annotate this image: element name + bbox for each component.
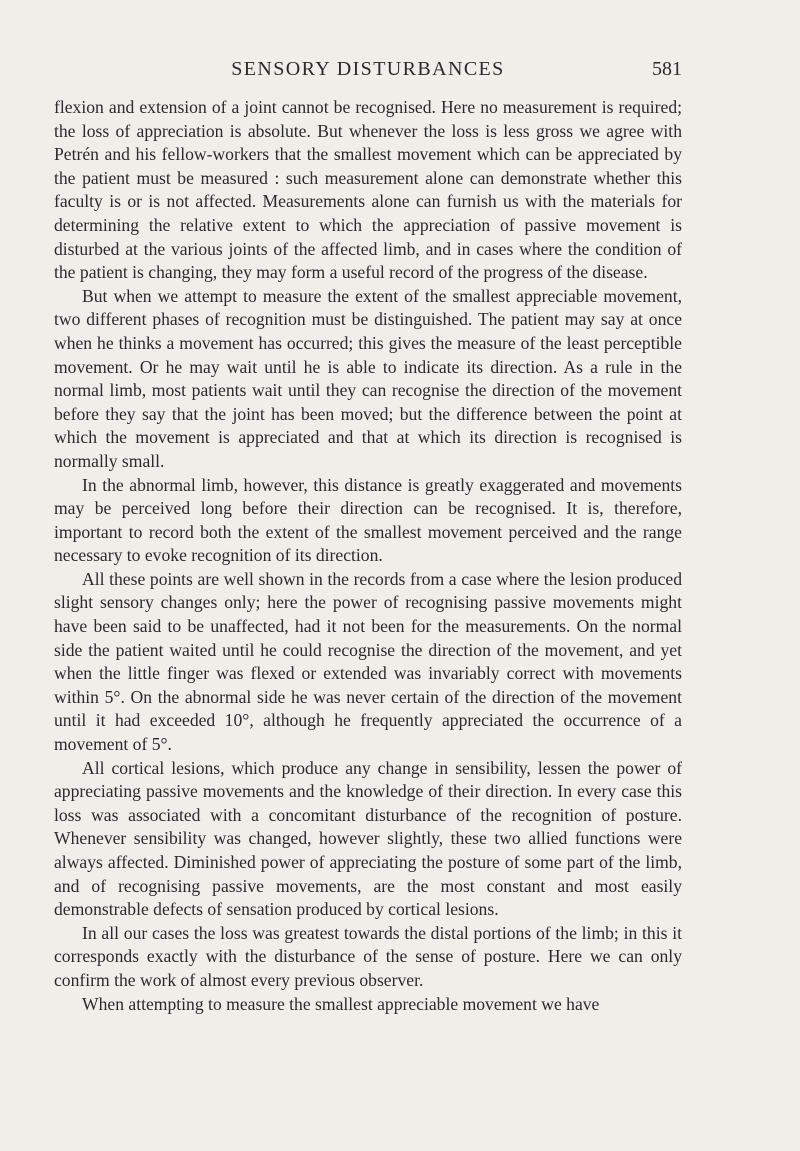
paragraph-2: But when we attempt to measure the extent of the smallest appreciable movement, two different phases of recognition must be distinguished. The patient may say at once when he thinks a movement has occurred; this gives the measure of the least perceptible movement. Or he may wait until he is able to indicate its direction. As a rule in the normal limb, most patients wait until they can recognise the direction of the movement before they say that the joint has been moved; but the difference between the point at which the movement is appreciated and that at which its direction is recognised is normally small. — [54, 285, 682, 471]
paragraph-4: All these points are well shown in the records from a case where the lesion produced slight sensory changes only; here the power of recognising passive movements might have been said to be unaffected, had it not been for the measurements. On the normal side the patient waited until he could recognise the direction of the movement, and yet when the little finger was flexed or extended was invariably correct with movements within 5°. On the abnormal side he was never certain of the direction of the movement until it had exceeded 10°, although he frequently appreciated the occurrence of a movement of 5°. — [54, 568, 682, 755]
paragraph-5: All cortical lesions, which produce any change in sensibility, lessen the power of appreciating passive movements and the knowledge of their direction. In every case this loss was associated with a concomitant disturbance of the recognition of posture. Whenever sensibility was changed, however slightly, these two allied functions were always affected. Diminished power of appreciating the posture of some part of the limb, and of recognising passive movements, are the most constant and most easily demonstrable defects of sensation produced by cortical lesions. — [54, 757, 682, 920]
paragraph-7: When attempting to measure the smallest appreciable movement we have — [82, 993, 600, 1014]
paragraph-6: In all our cases the loss was greatest towards the distal portions of the limb; in this it corresponds exactly with the disturbance of the sense of posture. Here we can only confirm the work of almost every previous observer. — [54, 922, 682, 990]
paragraph-1: flexion and extension of a joint cannot be recognised. Here no measurement is required; the loss of appreciation is absolute. But whenever the loss is less gross we agree with Petrén and his fellow-workers that the smallest movement which can be appreciated by the patient must be measured : such measurement alone can demonstrate whether this faculty is or is not affected. Measurements alone can furnish us with the materials for determining the relative extent to which the appreciation of passive movement is disturbed at the various joints of the affected limb, and in cases where the condition of the patient is changing, they may form a useful record of the progress of the disease. — [54, 97, 682, 283]
page-number: 581 — [652, 58, 682, 80]
body-text — [54, 96, 682, 1016]
running-head — [54, 58, 682, 96]
running-title: SENSORY DISTURBANCES — [231, 58, 505, 80]
paragraph-3: In the abnormal limb, however, this distance is greatly exaggerated and movements may be perceived long before their direction can be recognised. It is, therefore, important to record both the extent of the smallest movement perceived and the range necessary to evoke recognition of its direction. — [54, 474, 682, 566]
book-page — [54, 58, 682, 1014]
